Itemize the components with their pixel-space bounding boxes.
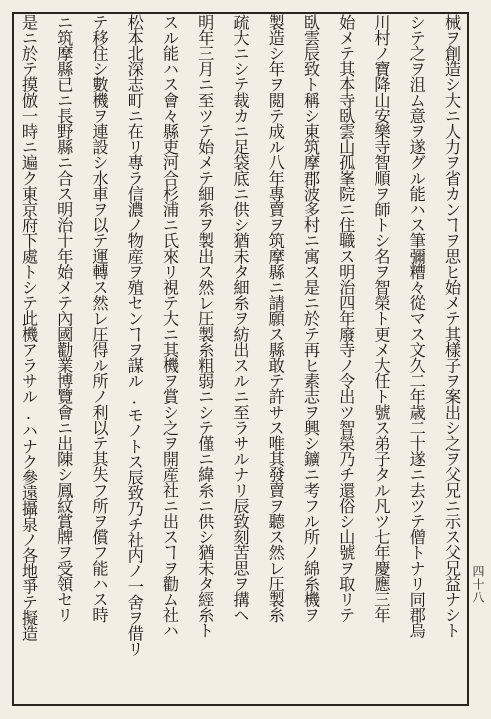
text-column: スル能ハス會々縣吏河合杉浦ニ氏來リ視テ大ニ其機ヲ賞シ之ヲ開産社ニ出スヿヲ勸ム社ハ bbox=[160, 14, 179, 639]
text-column: 是ニ於テ摸倣一時ニ遍ク東京府下處トシテ此機アラサル.ハナク參遠攝泉ノ各地爭テ擬造 bbox=[19, 14, 38, 641]
text-column: 製造シ年ヲ閲テ成ル八年專賣ヲ筑摩縣ニ請願ス縣敢テ許サス唯其發賣ヲ聽ス然レ圧製糸 bbox=[265, 14, 285, 623]
text-column: シテ之ヲ沮ム意ヲ遂グル能ハス筆彌糟々從マス文久二年歳二十遂ニ去ツテ僧トナリ同郡烏 bbox=[406, 14, 426, 639]
text-column: 疏大ニシテ裁カニ足袋底ニ供シ猶未タ細糸ヲ紡出スルニ至ラサルナリ辰致刻苦思ヲ搆ヘ bbox=[230, 14, 250, 623]
text-column: 松本北深志町ニ在リ專ラ信濃ノ物産ヲ殖センヿヲ謀ル.モノトス辰致乃チ社内ノ一舍ヲ借リ bbox=[124, 14, 144, 657]
text-column: ニ筑摩縣已ニ長野縣ニ合ス明治十年始メテ內國勸業博覽會ニ出陳シ鳳紋賞牌ヲ受領セリ bbox=[54, 14, 74, 623]
text-column: 始メテ其本寺臥雲山孤峯院ニ住職ス明治四年廢寺ノ令出ツ智榮乃チ還俗シ山號ヲ取リテ bbox=[336, 14, 356, 623]
page-number: 四十八 bbox=[471, 565, 485, 604]
text-column: テ移住シ數機ヲ連設シ水車ヲ以テ運轉ス然レ圧得ル所ノ利以テ其失フ所ヲ償フ能ハス時 bbox=[89, 14, 109, 623]
text-column: 明年三月ニ至ツテ始メテ細糸ヲ製出ス然レ圧製糸粗弱ニシテ僅ニ緯糸ニ供シ猶未タ經糸ト bbox=[195, 14, 215, 639]
text-column: 臥雲辰致ト稱シ東筑摩郡波多村ニ寓ス是ニ於テ再ヒ素志ヲ興シ鑛ニ考フル所ノ綿糸機ヲ bbox=[301, 14, 320, 623]
text-column: 川村ノ寶降山安樂寺智順ヲ師トシ名ヲ智榮ト更メ大任ト號ス弟子タル凡ツ七年慶應三年 bbox=[371, 14, 391, 623]
vertical-text-block bbox=[16, 14, 463, 700]
text-column: 械ヲ創造シ大ニ人力ヲ省カンヿヲ思ヒ始メテ其樣子ヲ案出シ之ヲ父兄ニ示ス父兄益ナシト bbox=[442, 14, 461, 639]
